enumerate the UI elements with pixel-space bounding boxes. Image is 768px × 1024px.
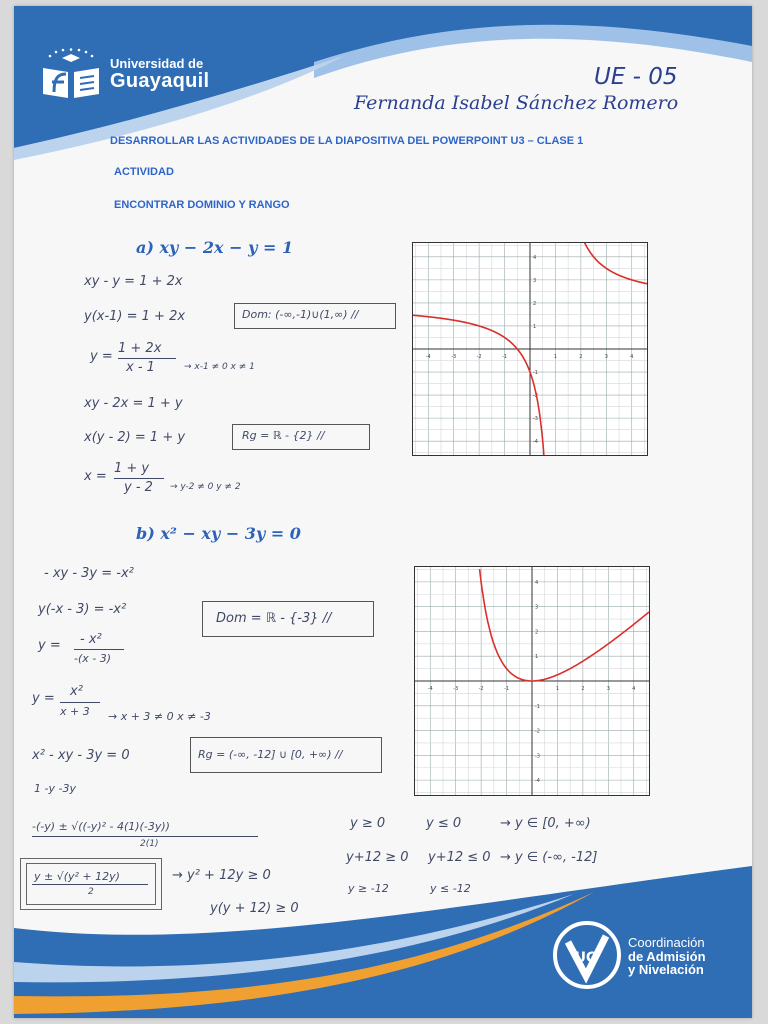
case-line: y ≤ -12	[430, 882, 471, 895]
ug-logo-icon	[550, 918, 624, 992]
x-tick-label: -4	[425, 354, 431, 360]
domain-result-a: Dom: (-∞,-1)∪(1,∞) //	[242, 308, 359, 321]
quadratic-formula-numerator: -(-y) ± √((-y)² - 4(1)(-3y))	[32, 820, 170, 833]
case-result: → y ∈ [0, +∞)	[500, 816, 591, 831]
work-line: x =	[84, 469, 107, 484]
coordination-line2: de Admisión	[628, 948, 706, 964]
case-line: y ≥ -12	[348, 882, 389, 895]
work-line: x² - xy - 3y = 0	[32, 748, 130, 763]
x-tick-label: -2	[476, 354, 482, 360]
work-line: y =	[32, 691, 55, 706]
fraction-denominator: -(x - 3)	[74, 652, 112, 665]
university-name-line1: Universidad de	[110, 56, 204, 71]
university-logo	[40, 48, 209, 100]
y-tick-label: -1	[533, 370, 538, 377]
fraction-bar	[118, 358, 176, 359]
fraction-bar	[32, 836, 258, 837]
x-tick-label: 4	[630, 354, 634, 360]
work-line: y =	[38, 638, 61, 653]
x-tick-label: 4	[632, 686, 636, 692]
domain-result-b: Dom = ℝ - {-3} //	[216, 611, 332, 626]
case-line: y ≤ 0	[426, 816, 462, 831]
work-line: xy - y = 1 + 2x	[84, 274, 183, 289]
case-line: y+12 ≤ 0	[428, 850, 491, 865]
y-tick-label: -2	[535, 728, 540, 735]
svg-text:UG: UG	[574, 950, 598, 966]
inequality-line: → y² + 12y ≥ 0	[172, 868, 271, 883]
y-tick-label: -3	[535, 753, 540, 760]
coordination-text	[628, 936, 706, 977]
fraction-bar	[114, 478, 164, 479]
work-note: → x-1 ≠ 0 x ≠ 1	[184, 362, 255, 372]
curve-left-branch	[413, 315, 544, 455]
x-tick-label: -4	[427, 686, 433, 692]
work-line: y(x-1) = 1 + 2x	[84, 309, 186, 324]
case-line: y+12 ≥ 0	[346, 850, 409, 865]
y-tick-label: 1	[535, 654, 539, 661]
y-tick-label: -3	[533, 416, 538, 423]
work-line: y(-x - 3) = -x²	[38, 602, 127, 617]
fraction-numerator: x²	[70, 684, 83, 699]
graph-a	[412, 242, 648, 456]
quadratic-formula-denominator: 2(1)	[140, 839, 159, 849]
document-page	[14, 6, 752, 1018]
case-result: → y ∈ (-∞, -12]	[500, 850, 598, 865]
fraction-numerator: 1 + 2x	[118, 341, 162, 356]
case-line: y ≥ 0	[350, 816, 386, 831]
y-tick-label: -1	[535, 703, 540, 710]
x-tick-label: 1	[555, 686, 560, 692]
work-line: y =	[90, 349, 113, 364]
y-tick-label: 4	[533, 254, 537, 261]
book-logo-icon	[40, 48, 102, 100]
work-note: → x + 3 ≠ 0 x ≠ -3	[108, 710, 211, 723]
x-tick-label: -3	[451, 354, 457, 360]
y-tick-label: 3	[535, 604, 539, 611]
y-tick-label: 3	[533, 277, 537, 284]
university-name-line2: Guayaquil	[110, 70, 210, 92]
x-tick-label: 2	[581, 686, 585, 692]
coefficients-row: 1 -y -3y	[34, 782, 76, 795]
x-tick-label: -1	[504, 686, 510, 692]
y-tick-label: 4	[535, 579, 539, 586]
range-result-b: Rg = (-∞, -12] ∪ [0, +∞) //	[198, 748, 343, 761]
problem-b-equation: b) x² − xy − 3y = 0	[136, 524, 301, 543]
y-tick-label: 2	[533, 300, 537, 307]
coordination-line1: Coordinación	[628, 935, 705, 950]
curve-branch	[480, 569, 649, 681]
graph-b	[414, 566, 650, 796]
x-tick-label: 3	[604, 354, 608, 360]
x-tick-label: 3	[606, 686, 610, 692]
fraction-denominator: y - 2	[124, 480, 153, 495]
x-tick-label: -3	[453, 686, 459, 692]
fraction-denominator: x - 1	[126, 360, 155, 375]
graph-b-plot	[415, 567, 649, 795]
fraction-bar	[60, 702, 100, 703]
task-label: ENCONTRAR DOMINIO Y RANGO	[114, 199, 290, 211]
student-code: UE - 05	[594, 64, 678, 90]
boxed-result-denominator: 2	[88, 887, 94, 897]
graph-a-plot	[413, 243, 647, 455]
coordination-line3: y Nivelación	[628, 962, 704, 978]
x-tick-label: -1	[502, 354, 508, 360]
range-result-a: Rg = ℝ - {2} //	[242, 429, 325, 442]
problem-a-equation: a) xy − 2x − y = 1	[136, 238, 294, 257]
activity-label: ACTIVIDAD	[114, 166, 174, 178]
x-tick-label: 1	[553, 354, 558, 360]
fraction-numerator: 1 + y	[114, 461, 150, 476]
y-tick-label: -2	[533, 393, 538, 400]
student-name: Fernanda Isabel Sánchez Romero	[354, 92, 679, 114]
y-tick-label: 1	[533, 323, 537, 330]
y-tick-label: 2	[535, 629, 539, 636]
inequality-line: y(y + 12) ≥ 0	[210, 901, 299, 916]
x-tick-label: -2	[478, 686, 484, 692]
y-tick-label: -4	[533, 439, 538, 446]
instruction-text: DESARROLLAR LAS ACTIVIDADES DE LA DIAPOSITIVA DEL POWERPOINT U3 – CLASE 1	[110, 135, 584, 147]
fraction-numerator: - x²	[80, 632, 102, 647]
x-tick-label: 2	[579, 354, 583, 360]
fraction-denominator: x + 3	[60, 705, 90, 718]
fraction-bar	[74, 649, 124, 650]
work-line: - xy - 3y = -x²	[44, 566, 134, 581]
boxed-result-numerator: y ± √(y² + 12y)	[34, 870, 120, 883]
y-tick-label: -4	[535, 778, 540, 785]
work-note: → y-2 ≠ 0 y ≠ 2	[170, 482, 241, 492]
work-line: x(y - 2) = 1 + y	[84, 430, 186, 445]
work-line: xy - 2x = 1 + y	[84, 396, 183, 411]
